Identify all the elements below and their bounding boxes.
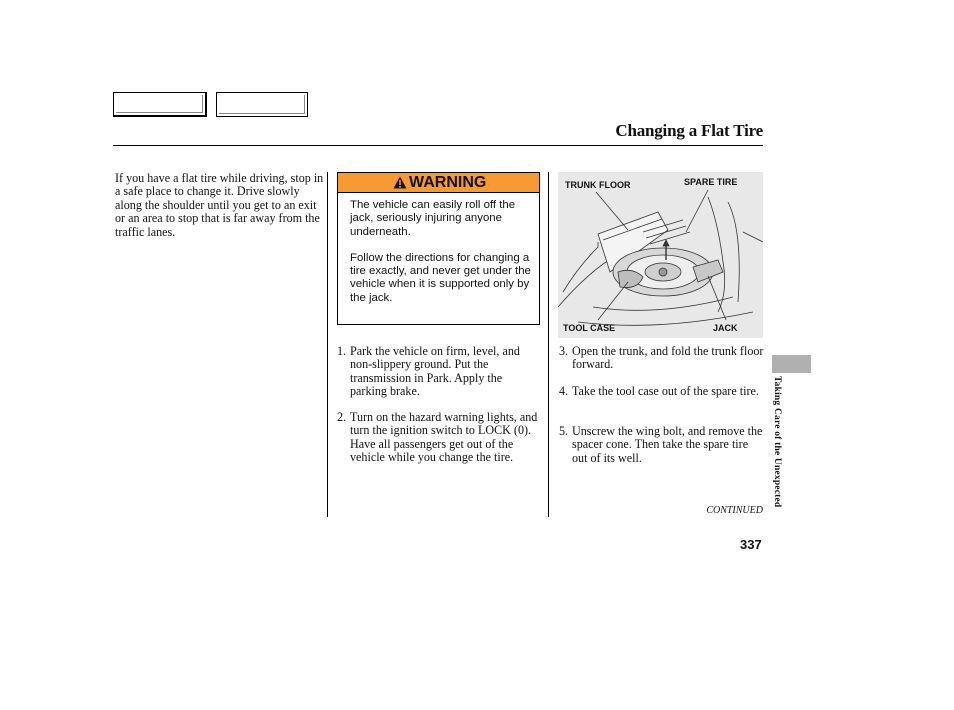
step-item (559, 345, 764, 372)
column-divider-left (327, 172, 328, 517)
label-jack: JACK (713, 323, 738, 333)
trunk-illustration (558, 172, 763, 338)
label-spare-tire: SPARE TIRE (684, 177, 738, 187)
section-label: Taking Care of the Unexpected (772, 376, 782, 508)
label-trunk-floor: TRUNK FLOOR (565, 180, 631, 190)
warning-header (338, 173, 539, 193)
step-number: 4. (559, 384, 569, 398)
label-tool-case: TOOL CASE (563, 323, 616, 333)
trunk-drawing (558, 172, 763, 338)
warning-paragraph-1: The vehicle can easily roll off the jack, seriously injuring anyone underneath. (350, 199, 516, 238)
warning-heading: WARNING (409, 173, 487, 191)
step-text: Open the trunk, and fold the trunk floor forward. (572, 344, 764, 372)
continued-note: CONTINUED (706, 505, 763, 516)
header-rule (113, 145, 763, 146)
warning-box (337, 172, 540, 325)
step-item (559, 425, 764, 465)
step-item (559, 385, 764, 398)
step-number: 3. (559, 344, 569, 358)
step-text: Unscrew the wing bolt, and remove the spacer cone. Then take the spare tire out of its well. (572, 424, 763, 465)
step-number: 5. (559, 424, 569, 438)
step-text: Turn on the hazard warning lights, and turn the ignition switch to LOCK (0). Have all passengers get out of the vehicle while you change the tire. (350, 410, 538, 465)
intro-paragraph: If you have a flat tire while driving, stop in a safe place to change it. Drive slowly along the shoulder until you get to an exit or an area to stop that is far away from the traffic lanes. (115, 171, 324, 239)
step-number: 2. (337, 410, 347, 424)
warning-body (338, 193, 539, 305)
column-divider-right (548, 172, 549, 517)
step-text: Park the vehicle on firm, level, and non-slippery ground. Put the transmission in Park. Apply the parking brake. (350, 344, 520, 399)
previous-page-button[interactable] (113, 92, 207, 117)
page-title: Changing a Flat Tire (615, 121, 763, 140)
step-text: Take the tool case out of the spare tire. (572, 384, 759, 398)
step-number: 1. (337, 344, 347, 358)
page-number: 337 (740, 537, 762, 552)
section-tab[interactable] (772, 355, 811, 373)
next-page-button[interactable] (216, 92, 308, 117)
warning-paragraph-2: Follow the directions for changing a tire exactly, and never get under the vehicle when it is supported only by the jack. (350, 251, 531, 304)
warning-triangle-icon (393, 176, 407, 189)
step-item (337, 345, 542, 399)
step-item (337, 411, 545, 465)
